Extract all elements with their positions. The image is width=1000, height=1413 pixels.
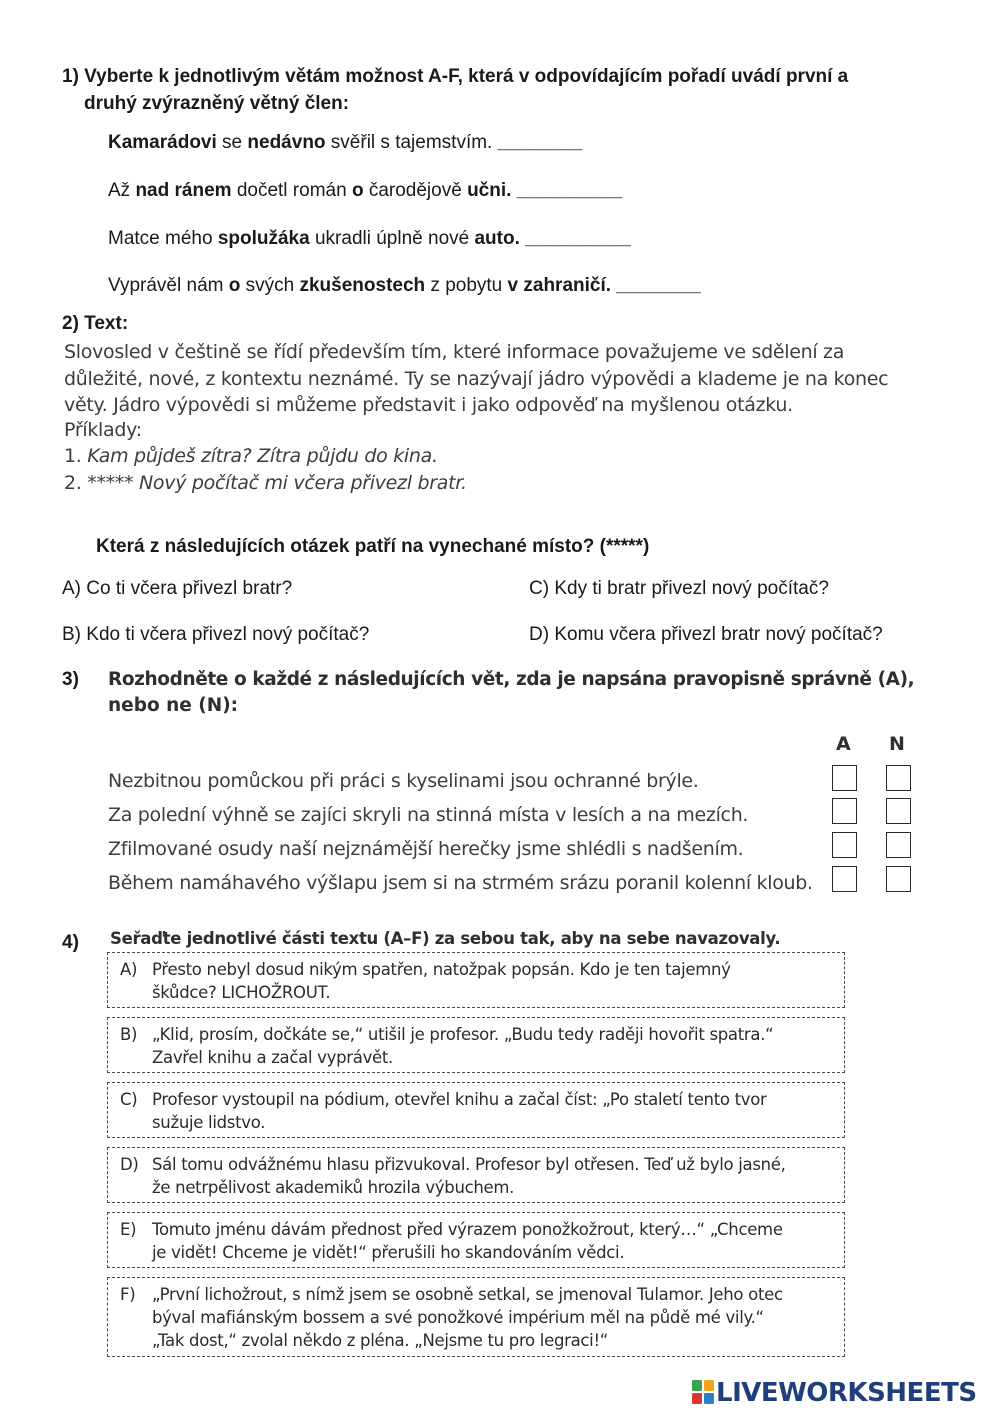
part-line: že netrpělivost akademiků hrozila výbuchem. (152, 1178, 515, 1197)
part-line: „Klid, prosím, dočkáte se,“ utišil je profesor. „Budu tedy raději hovořit spatra.“ (152, 1025, 774, 1044)
column-header-a: A (836, 733, 851, 755)
checkbox-n-1[interactable] (886, 765, 911, 791)
q3-sentence-1: Nezbitnou pomůckou při práci s kyselinami jsou ochranné brýle. (108, 770, 699, 792)
q4-number: 4) (62, 932, 79, 953)
part-letter: D) (120, 1155, 139, 1174)
checkbox-a-2[interactable] (832, 798, 857, 824)
column-header-n: N (889, 733, 905, 755)
q2-text-line-1: Slovosled v češtině se řídí především tím, které informace považujeme ve sdělení za (64, 341, 845, 363)
part-line: býval mafiánským bossem a své ponožkové impérium měl na půdě mé vily.“ (152, 1308, 764, 1327)
checkbox-a-1[interactable] (832, 765, 857, 791)
q3-sentence-3: Zfilmované osudy naší nejznámější herečky jsme shlédli s nadšením. (108, 838, 744, 860)
liveworksheets-logo-icon (692, 1380, 714, 1404)
answer-blank-2[interactable]: __________ (511, 180, 623, 201)
q1-sentence-4: Vyprávěl nám o svých zkušenostech z pobytu v zahraničí. ________ (108, 275, 701, 296)
q2-option-d[interactable]: D) Komu včera přivezl bratr nový počítač? (529, 624, 883, 645)
q4-heading: Seřaďte jednotlivé části textu (A–F) za sebou tak, aby na sebe navazovaly. (110, 929, 781, 948)
q2-text-line-4: Příklady: (64, 419, 142, 441)
q2-text-line-3: věty. Jádro výpovědi si můžeme představit i jako odpověď na myšlenou otázku. (64, 394, 793, 416)
text-part-a[interactable] (107, 952, 845, 1008)
q3-sentence-4: Během namáhavého výšlapu jsem si na strmém srázu poranil kolenní kloub. (108, 872, 813, 894)
checkbox-n-3[interactable] (886, 832, 911, 858)
q1-sentence-1: Kamarádovi se nedávno svěřil s tajemstvím. ________ (108, 132, 583, 153)
q3-heading-line1: Rozhodněte o každé z následujících vět, zda je napsána pravopisně správně (A), (108, 669, 915, 690)
q2-text-line-2: důležité, nové, z kontextu neznámé. Ty se nazývají jádro výpovědi a klademe je na konec (64, 368, 889, 390)
q1-heading-line2: druhý zvýrazněný větný člen: (84, 93, 350, 114)
q1-sentence-3: Matce mého spolužáka ukradli úplně nové auto. __________ (108, 228, 631, 249)
q2-option-c[interactable]: C) Kdy ti bratr přivezl nový počítač? (529, 578, 829, 599)
text-part-b[interactable] (107, 1017, 845, 1073)
answer-blank-1[interactable]: ________ (497, 132, 583, 153)
text-part-f[interactable] (107, 1277, 845, 1357)
part-letter: C) (120, 1090, 138, 1109)
part-letter: A) (120, 960, 138, 979)
answer-blank-3[interactable]: __________ (519, 228, 631, 249)
part-line: Sál tomu odvážnému hlasu přizvukoval. Profesor byl otřesen. Teď už bylo jasné, (152, 1155, 786, 1174)
part-line: Zavřel knihu a začal vyprávět. (152, 1048, 394, 1067)
part-line: je vidět! Chceme je vidět!“ přerušili ho skandováním vědci. (152, 1243, 625, 1262)
part-line: Tomuto jménu dávám přednost před výrazem ponožkožrout, který…“ „Chceme (152, 1220, 783, 1239)
answer-blank-4[interactable]: ________ (611, 275, 701, 296)
q2-example-1: 1. Kam půjdeš zítra? Zítra půjdu do kina. (64, 445, 438, 467)
q2-option-b[interactable]: B) Kdo ti včera přivezl nový počítač? (62, 624, 370, 645)
text-part-e[interactable] (107, 1212, 845, 1268)
checkbox-a-3[interactable] (832, 832, 857, 858)
q1-heading-line1: 1) Vyberte k jednotlivým větám možnost A-F, která v odpovídajícím pořadí uvádí první a (62, 66, 849, 87)
q3-sentence-2: Za polední výhně se zajíci skryli na stinná místa v lesích a na mezích. (108, 804, 749, 826)
checkbox-a-4[interactable] (832, 866, 857, 892)
text-part-c[interactable] (107, 1082, 845, 1138)
part-line: škůdce? LICHOŽROUT. (152, 983, 331, 1002)
part-letter: E) (120, 1220, 137, 1239)
logo-text: LIVEWORKSHEETS (716, 1378, 977, 1408)
q2-option-a[interactable]: A) Co ti včera přivezl bratr? (62, 578, 293, 599)
part-letter: B) (120, 1025, 138, 1044)
q2-question: Která z následujících otázek patří na vynechané místo? (*****) (96, 536, 650, 557)
part-line: „Tak dost,“ zvolal někdo z pléna. „Nejsme tu pro legraci!“ (152, 1331, 609, 1350)
part-line: Profesor vystoupil na pódium, otevřel knihu a začal číst: „Po staletí tento tvor (152, 1090, 767, 1109)
part-line: „První lichožrout, s nímž jsem se osobně setkal, se jmenoval Tulamor. Jeho otec (152, 1285, 783, 1304)
part-letter: F) (120, 1285, 136, 1304)
q2-heading: 2) Text: (62, 313, 129, 334)
text-part-d[interactable] (107, 1147, 845, 1203)
q3-heading-line2: nebo ne (N): (108, 695, 239, 716)
q3-number: 3) (62, 669, 79, 690)
q1-sentence-2: Až nad ránem dočetl román o čarodějově učni. __________ (108, 180, 623, 201)
checkbox-n-4[interactable] (886, 866, 911, 892)
checkbox-n-2[interactable] (886, 798, 911, 824)
part-line: Přesto nebyl dosud nikým spatřen, natožpak popsán. Kdo je ten tajemný (152, 960, 731, 979)
part-line: sužuje lidstvo. (152, 1113, 266, 1132)
q2-example-2: 2. ***** Nový počítač mi včera přivezl bratr. (64, 472, 467, 494)
